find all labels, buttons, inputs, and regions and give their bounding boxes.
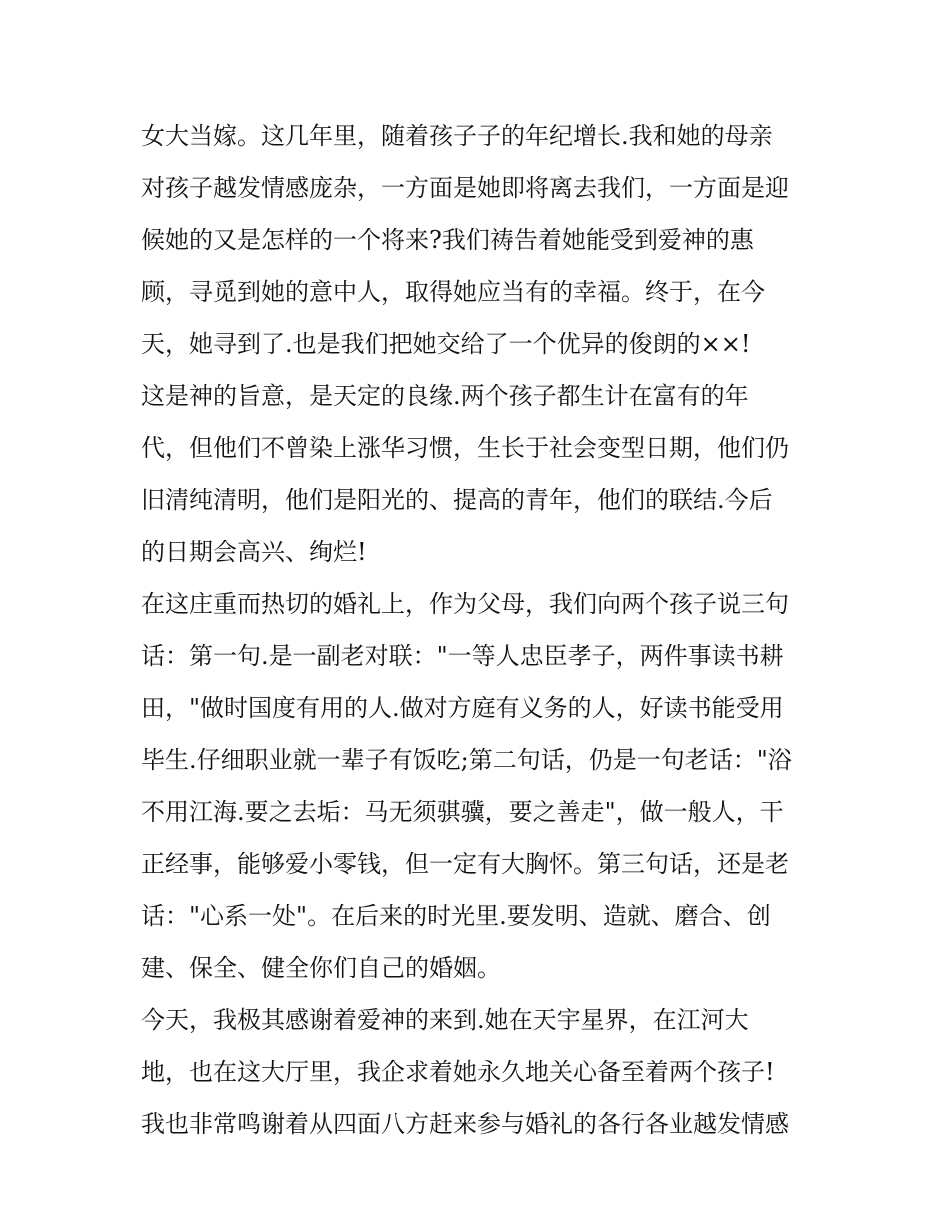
text-line: 话："心系一处"。在后来的时光里.要发明、造就、磨合、创 [141, 902, 771, 930]
text-line: 不用江海.要之去垢：马无须骐骥，要之善走"，做一般人，干 [141, 798, 784, 826]
text-line: 正经事，能够爱小零钱，但一定有大胸怀。第三句话，还是老 [141, 850, 789, 878]
text-line: 在这庄重而热切的婚礼上，作为父母，我们向两个孩子说三句 [141, 590, 789, 618]
text-line: 这是神的旨意，是天定的良缘.两个孩子都生计在富有的年 [141, 382, 749, 410]
text-line: 女大当嫁。这几年里，随着孩子子的年纪增长.我和她的母亲 [141, 122, 773, 150]
text-line: 我也非常鸣谢着从四面八方赶来参与婚礼的各行各业越发情感 [141, 1110, 789, 1138]
text-line: 对孩子越发情感庞杂，一方面是她即将离去我们，一方面是迎 [141, 174, 789, 202]
text-line: 地，也在这大厅里，我企求着她永久地关心备至着两个孩子! [141, 1058, 775, 1086]
text-line: 代，但他们不曾染上涨华习惯，生长于社会变型日期，他们仍 [141, 434, 789, 462]
text-line: 田，"做时国度有用的人.做对方庭有义务的人，好读书能受用 [141, 694, 784, 722]
text-line: 今天，我极其感谢着爱神的来到.她在天宇星界，在江河大 [141, 1006, 749, 1034]
text-line: 候她的又是怎样的一个将来?我们祷告着她能受到爱神的惠 [141, 226, 754, 254]
text-line: 的日期会高兴、绚烂! [141, 538, 367, 566]
text-line: 旧清纯清明，他们是阳光的、提高的青年，他们的联结.今后 [141, 486, 773, 514]
text-line: 天，她寻到了.也是我们把她交给了一个优异的俊朗的××! [141, 330, 751, 358]
text-line: 毕生.仔细职业就一辈子有饭吃;第二句话，仍是一句老话："浴 [141, 746, 792, 774]
text-line: 建、保全、健全你们自己的婚姻。 [141, 954, 501, 982]
text-line: 话：第一句.是一副老对联："一等人忠臣孝子，两件事读书耕 [141, 642, 784, 670]
text-line: 顾，寻觅到她的意中人，取得她应当有的幸福。终于，在今 [141, 278, 765, 306]
body-text [141, 110, 821, 1150]
